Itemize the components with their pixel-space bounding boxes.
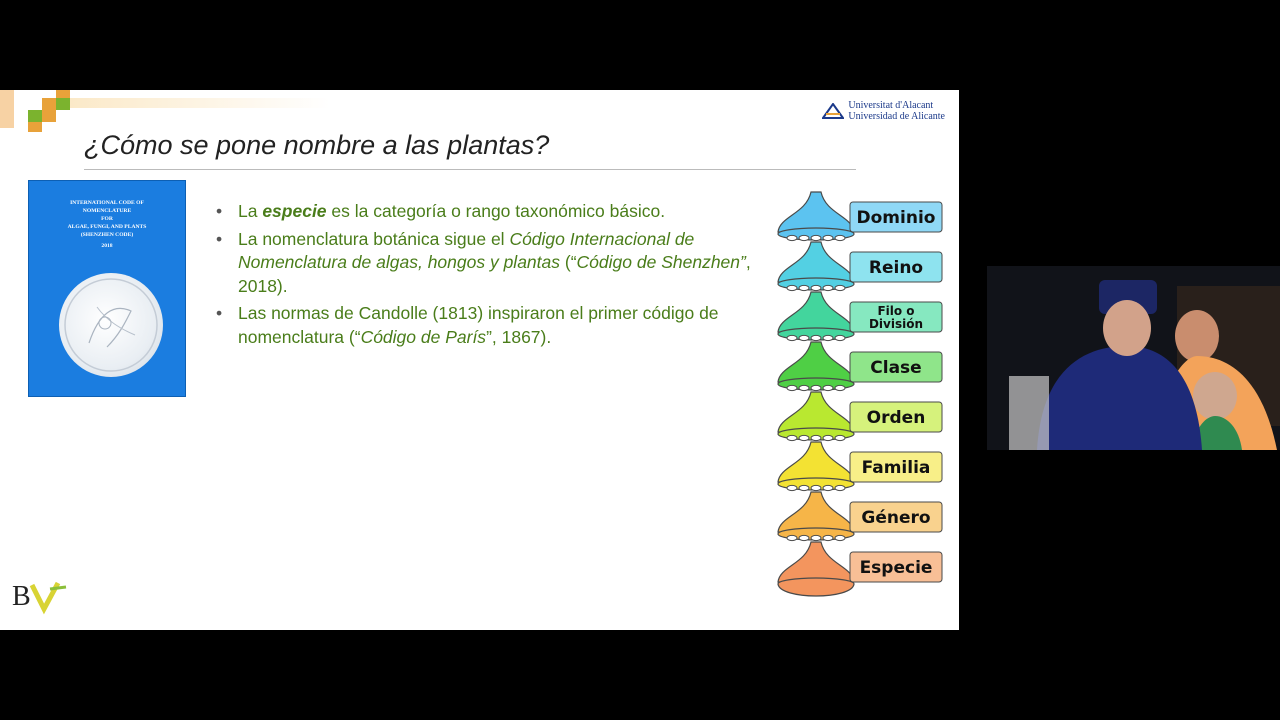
bullet-list: [216, 200, 756, 353]
taxonomy-rank-especie: [778, 542, 942, 596]
bv-logo-icon: [10, 575, 70, 615]
rank-sub-node: [787, 485, 797, 490]
taxonomy-rank-género: [778, 492, 942, 541]
rank-sub-node: [811, 335, 821, 340]
rank-sub-node: [787, 435, 797, 440]
rank-sub-node: [823, 435, 833, 440]
taxonomy-rank-familia: [778, 442, 942, 491]
rank-sub-node: [799, 485, 809, 490]
rank-sub-node: [799, 385, 809, 390]
slide-title: ¿Cómo se pone nombre a las plantas?: [84, 130, 550, 160]
rank-sub-node: [787, 285, 797, 290]
rank-label: División: [868, 317, 924, 331]
title-divider: [84, 169, 856, 170]
rank-label: Género: [861, 508, 931, 528]
rank-sub-node: [835, 485, 845, 490]
bullet-item: [216, 200, 756, 224]
bullet-dot: •: [216, 228, 223, 249]
rank-bell-shape: [778, 292, 854, 332]
rank-label: Clase: [870, 358, 922, 378]
rank-sub-node: [835, 335, 845, 340]
university-name-spanish: Universidad de Alicante: [848, 111, 945, 122]
university-logo: [822, 100, 945, 122]
rank-sub-node: [835, 235, 845, 240]
rank-bell-shape: [778, 542, 854, 582]
rank-sub-node: [835, 285, 845, 290]
svg-text:B: B: [12, 581, 31, 612]
bullet-dot: •: [216, 303, 223, 323]
rank-bell-shape: [778, 492, 854, 532]
bullet-item: [216, 228, 756, 299]
book-line: (SHENZHEN CODE): [80, 232, 134, 238]
rank-sub-node: [823, 535, 833, 540]
rank-sub-node: [811, 285, 821, 290]
book-line: ALGAE, FUNGI, AND PLANTS: [67, 224, 147, 230]
rank-sub-node: [811, 385, 821, 390]
rank-sub-node: [835, 535, 845, 540]
book-line: NOMENCLATURE: [82, 208, 132, 214]
rank-sub-node: [835, 435, 845, 440]
rank-sub-node: [823, 385, 833, 390]
rank-sub-node: [823, 485, 833, 490]
rank-bell-shape: [778, 392, 854, 432]
rank-sub-node: [811, 535, 821, 540]
taxonomy-rank-dominio: [778, 192, 942, 241]
taxonomy-rank-reino: [778, 242, 942, 291]
rank-label: Especie: [859, 558, 933, 578]
rank-sub-node: [787, 535, 797, 540]
seal-engraving-icon: [59, 273, 163, 377]
rank-sub-node: [811, 435, 821, 440]
university-logo-icon: [822, 103, 844, 119]
book-line: 2018: [101, 243, 113, 249]
bullet-item: [216, 302, 756, 349]
bullet-text: La especie es la categoría o rango taxonómico básico.: [238, 201, 666, 221]
rank-sub-node: [799, 235, 809, 240]
book-line: FOR: [101, 216, 113, 222]
rank-sub-node: [823, 235, 833, 240]
rank-sub-node: [787, 235, 797, 240]
rank-label: Dominio: [856, 208, 936, 228]
book-line: INTERNATIONAL CODE OF: [70, 200, 144, 206]
university-name-valencian: Universitat d'Alacant: [848, 100, 934, 111]
rank-bell-bottom: [778, 584, 854, 596]
rank-sub-node: [811, 235, 821, 240]
rank-bell-shape: [778, 192, 854, 232]
rank-sub-node: [823, 335, 833, 340]
rank-label: Familia: [861, 458, 931, 478]
rank-sub-node: [799, 435, 809, 440]
rank-label: Reino: [868, 258, 924, 278]
bv-logo: [10, 575, 70, 620]
rank-sub-node: [835, 385, 845, 390]
rank-label: Orden: [866, 408, 926, 428]
rank-sub-node: [787, 385, 797, 390]
rank-bell-shape: [778, 442, 854, 482]
taxonomy-rank-filo-o-división: [778, 292, 942, 341]
speaker-video-feed: [987, 266, 1280, 450]
rank-sub-node: [799, 285, 809, 290]
bullet-text: La nomenclatura botánica sigue el Código Internacional de Nomenclatura de algas, hongos y plantas (“Código de Shenzhen”, 2018).: [238, 228, 751, 296]
rank-sub-node: [799, 535, 809, 540]
rank-bell-shape: [778, 242, 854, 282]
speaker-video-frame: [987, 266, 1280, 450]
taxonomy-rank-clase: [778, 342, 942, 391]
rank-sub-node: [799, 335, 809, 340]
presentation-slide: [0, 90, 959, 630]
taxonomy-rank-diagram: [774, 188, 946, 608]
book-seal-image: [59, 273, 163, 377]
shenzhen-code-book-cover: [28, 180, 186, 397]
rank-sub-node: [787, 335, 797, 340]
rank-sub-node: [823, 285, 833, 290]
rank-sub-node: [811, 485, 821, 490]
bullet-text: Las normas de Candolle (1813) inspiraron el primer código de nomenclatura (“Código de París”, 1867).: [238, 303, 719, 347]
rank-bell-shape: [778, 342, 854, 382]
bullet-dot: •: [216, 201, 223, 221]
book-cover-title: [29, 199, 185, 250]
taxonomy-rank-orden: [778, 392, 942, 441]
rank-label: Filo o: [877, 304, 915, 318]
